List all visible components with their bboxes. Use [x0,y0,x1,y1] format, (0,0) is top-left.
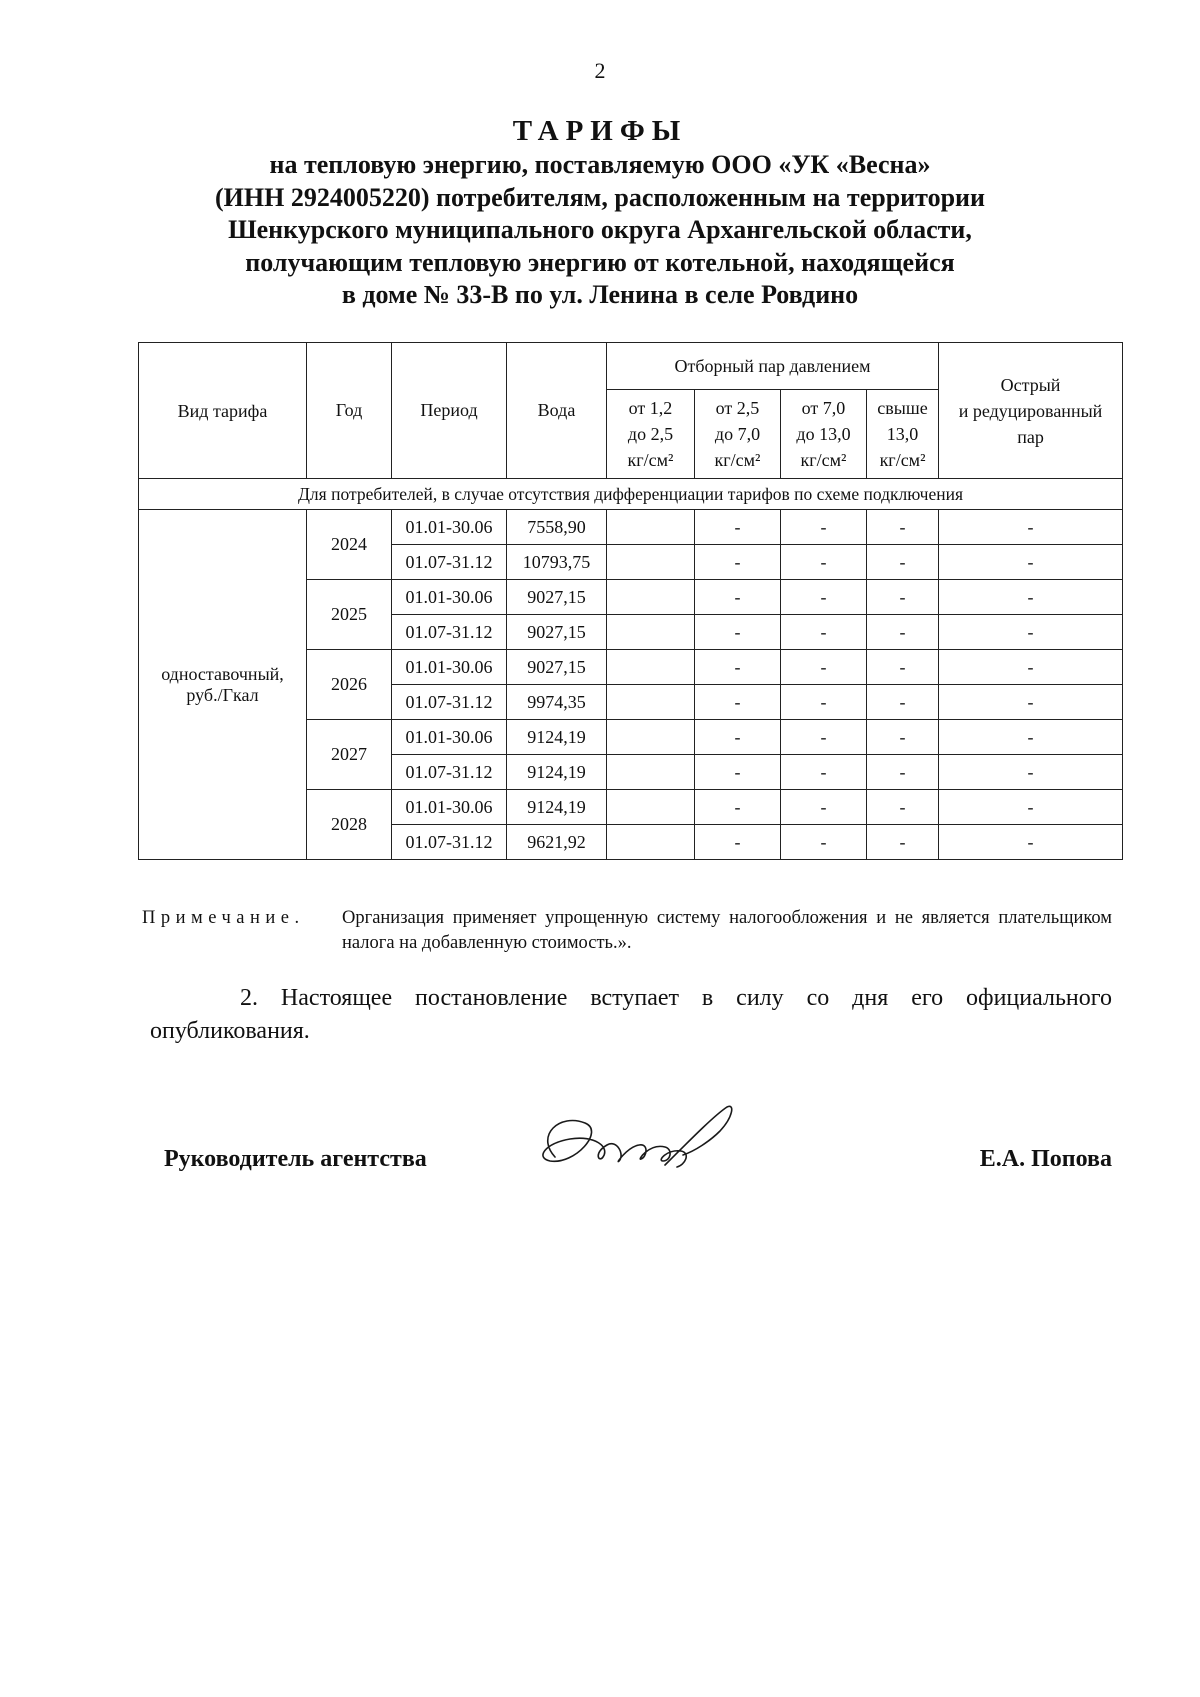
steam-cell: - [781,650,867,685]
sharp-steam-cell: - [939,580,1123,615]
sharp-steam-cell: - [939,510,1123,545]
header-steam-col [607,390,695,479]
header-steam-line: кг/см² [879,450,926,470]
steam-cell [607,825,695,860]
water-cell: 9124,19 [507,755,607,790]
sharp-steam-cell: - [939,545,1123,580]
steam-cell: - [867,580,939,615]
header-steam-line: до 13,0 [796,424,851,444]
header-steam-line: от 7,0 [801,398,846,418]
period-cell: 01.01-30.06 [392,650,507,685]
header-year: Год [307,343,392,479]
steam-cell [607,615,695,650]
steam-cell: - [695,580,781,615]
period-cell: 01.07-31.12 [392,545,507,580]
header-steam-line: от 1,2 [628,398,673,418]
sharp-steam-cell: - [939,825,1123,860]
steam-cell: - [695,545,781,580]
header-steam-line: свыше [877,398,928,418]
steam-cell: - [695,790,781,825]
steam-cell: - [867,755,939,790]
steam-cell: - [695,685,781,720]
title-line: (ИНН 2924005220) потребителям, расположенным на территории [214,182,985,212]
steam-cell: - [781,545,867,580]
tariff-type-cell [139,510,307,860]
period-cell: 01.01-30.06 [392,790,507,825]
clause-text: 2. Настоящее постановление вступает в силу со дня его официального опубликования. [150,985,1112,1044]
steam-cell [607,720,695,755]
header-steam-line: 13,0 [886,424,919,444]
period-cell: 01.01-30.06 [392,720,507,755]
title-line: в доме № 33-В по ул. Ленина в селе Ровдино [341,280,859,309]
steam-cell: - [695,755,781,790]
header-sharp-line: пар [1017,426,1044,447]
note-text: Организация применяет упрощенную систему налогообложения и не является плательщиком налога на добавленную стоимость.». [342,908,1112,953]
steam-cell: - [695,510,781,545]
water-cell: 9027,15 [507,580,607,615]
header-sharp-steam [939,343,1123,479]
water-cell: 10793,75 [507,545,607,580]
steam-cell: - [867,720,939,755]
signature-icon [515,1095,755,1185]
water-cell: 9124,19 [507,720,607,755]
sharp-steam-cell: - [939,720,1123,755]
sharp-steam-cell: - [939,790,1123,825]
period-cell: 01.07-31.12 [392,685,507,720]
header-steam-line: до 2,5 [627,424,674,444]
title-line: Шенкурского муниципального округа Архангельской области, [228,215,972,244]
header-steam-line: кг/см² [714,450,761,470]
water-cell: 9621,92 [507,825,607,860]
header-tariff-type: Вид тарифа [139,343,307,479]
sharp-steam-cell: - [939,650,1123,685]
sharp-steam-cell: - [939,615,1123,650]
year-cell: 2024 [307,510,392,580]
steam-cell [607,790,695,825]
year-cell: 2025 [307,580,392,650]
steam-cell: - [781,510,867,545]
header-steam-line: от 2,5 [715,398,760,418]
steam-cell: - [781,755,867,790]
period-cell: 01.01-30.06 [392,580,507,615]
steam-cell: - [695,720,781,755]
period-cell: 01.07-31.12 [392,825,507,860]
header-water: Вода [507,343,607,479]
year-cell: 2028 [307,790,392,860]
note-label: Примечание. [142,908,305,928]
steam-cell: - [867,650,939,685]
year-cell: 2026 [307,650,392,720]
header-steam: Отборный пар давлением [607,343,939,390]
signatory-name: Е.А. Попова [979,1146,1112,1172]
steam-cell: - [867,510,939,545]
header-steam-col [781,390,867,479]
steam-cell: - [781,790,867,825]
period-cell: 01.07-31.12 [392,755,507,790]
year-cell: 2027 [307,720,392,790]
tariff-table [138,342,1123,860]
steam-cell: - [867,615,939,650]
steam-cell: - [695,615,781,650]
steam-cell: - [695,825,781,860]
steam-cell [607,650,695,685]
steam-cell: - [867,685,939,720]
steam-cell: - [781,685,867,720]
sharp-steam-cell: - [939,755,1123,790]
steam-cell: - [867,825,939,860]
title-main: ТАРИФЫ [512,115,688,147]
tariff-type-line: руб./Гкал [186,684,259,705]
title-line: получающим тепловую энергию от котельной, находящейся [245,247,955,277]
steam-cell: - [781,580,867,615]
header-steam-line: кг/см² [627,450,674,470]
page-number: 2 [594,58,606,83]
steam-cell: - [781,615,867,650]
steam-cell [607,755,695,790]
header-steam-col [867,390,939,479]
document-title [150,113,1050,312]
sharp-steam-cell: - [939,685,1123,720]
period-cell: 01.01-30.06 [392,510,507,545]
steam-cell: - [695,650,781,685]
steam-cell: - [781,825,867,860]
water-cell: 9027,15 [507,615,607,650]
header-sharp-line: Острый [1000,374,1061,395]
header-period: Период [392,343,507,479]
steam-cell: - [867,545,939,580]
header-steam-line: до 7,0 [714,424,761,444]
title-line: на тепловую энергию, поставляемую ООО «УК «Весна» [269,150,931,179]
steam-cell [607,545,695,580]
header-steam-col [695,390,781,479]
header-sharp-line: и редуцированный [958,400,1103,421]
period-cell: 01.07-31.12 [392,615,507,650]
water-cell: 9027,15 [507,650,607,685]
group-label: Для потребителей, в случае отсутствия дифференциации тарифов по схеме подключения [139,479,1123,510]
tariff-type-line: одноставочный, [161,663,284,684]
water-cell: 9124,19 [507,790,607,825]
water-cell: 7558,90 [507,510,607,545]
steam-cell [607,685,695,720]
steam-cell [607,510,695,545]
header-steam-line: кг/см² [800,450,847,470]
steam-cell: - [867,790,939,825]
water-cell: 9974,35 [507,685,607,720]
signatory-title: Руководитель агентства [164,1146,427,1172]
table-row [139,510,1123,545]
steam-cell [607,580,695,615]
steam-cell: - [781,720,867,755]
